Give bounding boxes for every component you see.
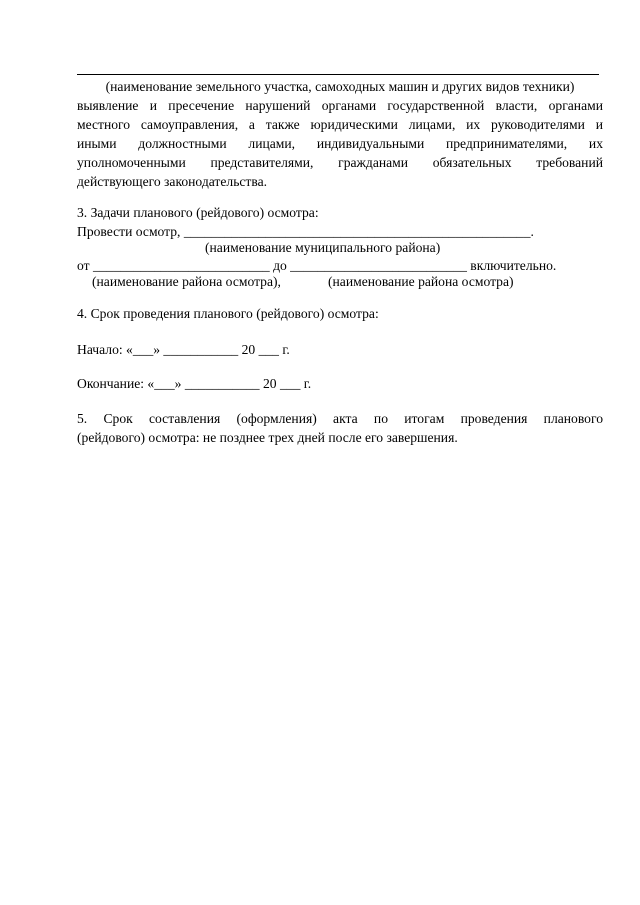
intro-line: иными должностными лицами, индивидуальными предпринимателями, их [77,136,603,151]
intro-line: действующего законодательства. [77,174,268,189]
intro-line: местного самоуправления, а также юридическими лицами, их руководителями и [77,117,603,132]
section3-heading: 3. Задачи планового (рейдового) осмотра: [77,205,319,220]
section5-line1: 5. Срок составления (оформления) акта по итогам проведения планового [77,411,603,426]
intro-caption: (наименование земельного участка, самоходных машин и других видов техники) [105,79,575,94]
section3-line2: от __________________________ до __________________________ включительно. [77,258,557,273]
intro-line: уполномоченными представителями, гражданами обязательных требований [77,155,603,170]
intro-line: выявление и пресечение нарушений органами государственной власти, органами [77,98,603,113]
section3-caption2a: (наименование района осмотра), [92,274,281,289]
end-date-line: Окончание: «___» ___________ 20 ___ г. [77,376,312,391]
section5-line2: (рейдового) осмотра: не позднее трех дней после его завершения. [77,430,458,445]
section3-caption2b: (наименование района осмотра) [328,274,514,289]
section4-heading: 4. Срок проведения планового (рейдового) осмотра: [77,306,379,321]
section3-caption1: (наименование муниципального района) [205,240,441,255]
section3-line1: Провести осмотр, ___________________________________________________. [77,224,534,239]
top-rule [77,74,599,75]
start-date-line: Начало: «___» ___________ 20 ___ г. [77,342,290,357]
